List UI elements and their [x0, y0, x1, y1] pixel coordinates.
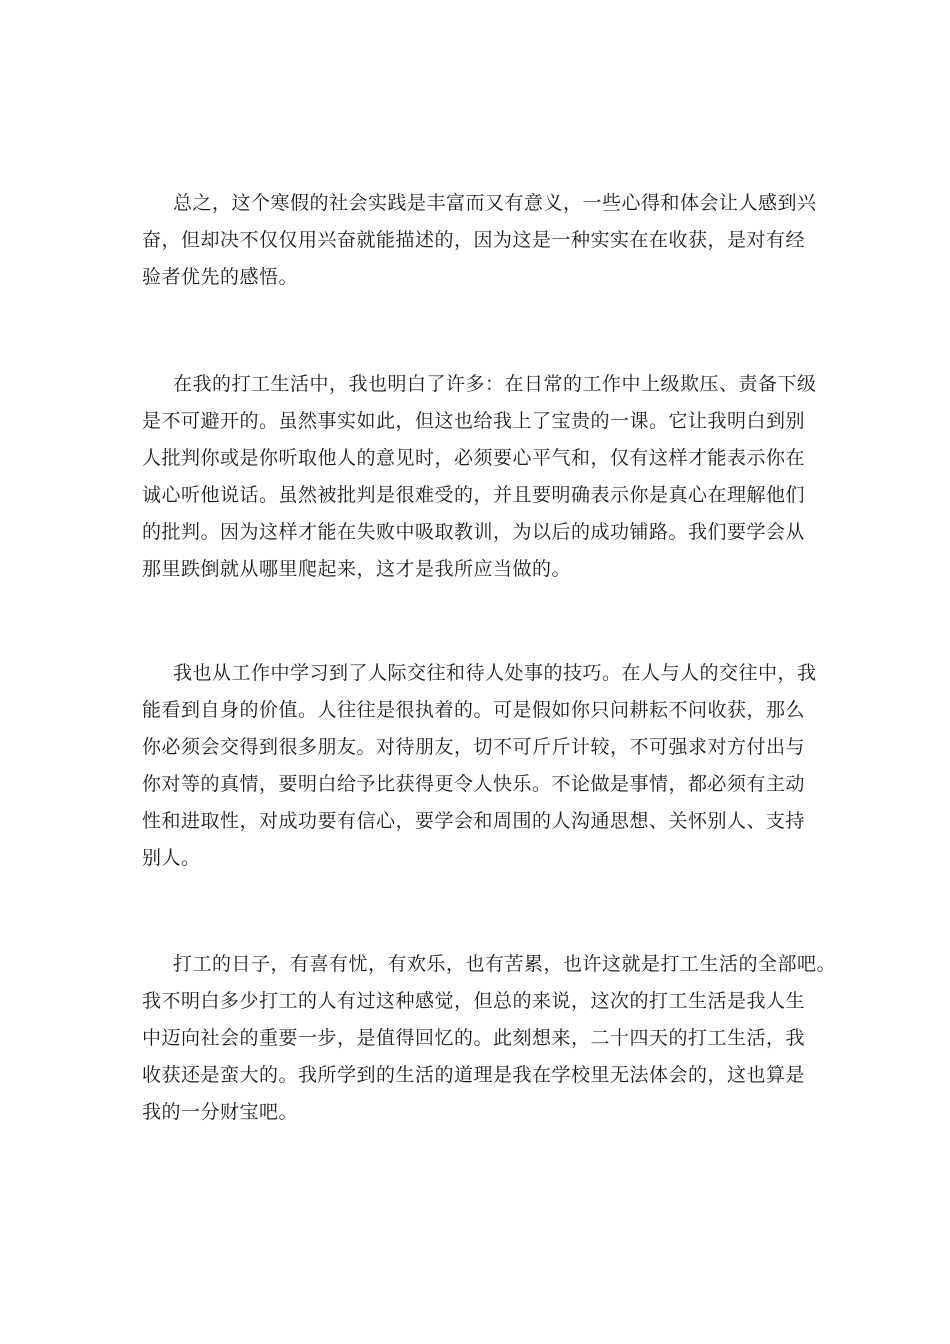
paragraph-line: 别人。 — [142, 847, 201, 869]
paragraph-line: 我也从工作中学习到了人际交往和待人处事的技巧。在人与人的交往中，我 — [173, 662, 817, 684]
paragraph-line: 人批判你或是你听取他人的意见时，必须要心平气和，仅有这样才能表示你在 — [142, 447, 806, 469]
paragraph-line: 是不可避开的。虽然事实如此，但这也给我上了宝贵的一课。它让我明白到别 — [142, 410, 806, 432]
paragraph-line: 你对等的真情，要明白给予比获得更令人快乐。不论做是事情，都必须有主动 — [142, 773, 806, 795]
paragraph-line: 中迈向社会的重要一步，是值得回忆的。此刻想来，二十四天的打工生活，我 — [142, 1027, 806, 1049]
paragraph-line: 打工的日子，有喜有忧，有欢乐，也有苦累，也许这就是打工生活的全部吧。 — [173, 953, 837, 975]
paragraph-line: 能看到自身的价值。人往往是很执着的。可是假如你只问耕耘不问收获，那么 — [142, 699, 806, 721]
paragraph-interpersonal — [142, 655, 832, 877]
paragraph-work-lessons — [142, 366, 832, 588]
paragraph-line: 我的一分财宝吧。 — [142, 1101, 299, 1123]
paragraph-line: 你必须会交得到很多朋友。对待朋友，切不可斤斤计较，不可强求对方付出与 — [142, 736, 806, 758]
paragraph-line: 那里跌倒就从哪里爬起来，这才是我所应当做的。 — [142, 558, 572, 580]
paragraph-line: 性和进取性，对成功要有信心，要学会和周围的人沟通思想、关怀别人、支持 — [142, 810, 806, 832]
paragraph-line: 收获还是蛮大的。我所学到的生活的道理是我在学校里无法体会的，这也算是 — [142, 1064, 806, 1086]
paragraph-line: 诚心听他说话。虽然被批判是很难受的，并且要明确表示你是真心在理解他们 — [142, 484, 806, 506]
paragraph-summary — [142, 185, 832, 296]
paragraph-conclusion — [142, 946, 837, 1131]
paragraph-line: 的批判。因为这样才能在失败中吸取教训，为以后的成功铺路。我们要学会从 — [142, 521, 806, 543]
paragraph-line: 在我的打工生活中，我也明白了许多：在日常的工作中上级欺压、责备下级 — [173, 373, 817, 395]
paragraph-line: 总之，这个寒假的社会实践是丰富而又有意义，一些心得和体会让人感到兴 — [173, 192, 817, 214]
paragraph-line: 我不明白多少打工的人有过这种感觉，但总的来说，这次的打工生活是我人生 — [142, 990, 806, 1012]
paragraph-line: 验者优先的感悟。 — [142, 266, 299, 288]
paragraph-line: 奋，但却决不仅仅用兴奋就能描述的，因为这是一种实实在在收获，是对有经 — [142, 229, 806, 251]
